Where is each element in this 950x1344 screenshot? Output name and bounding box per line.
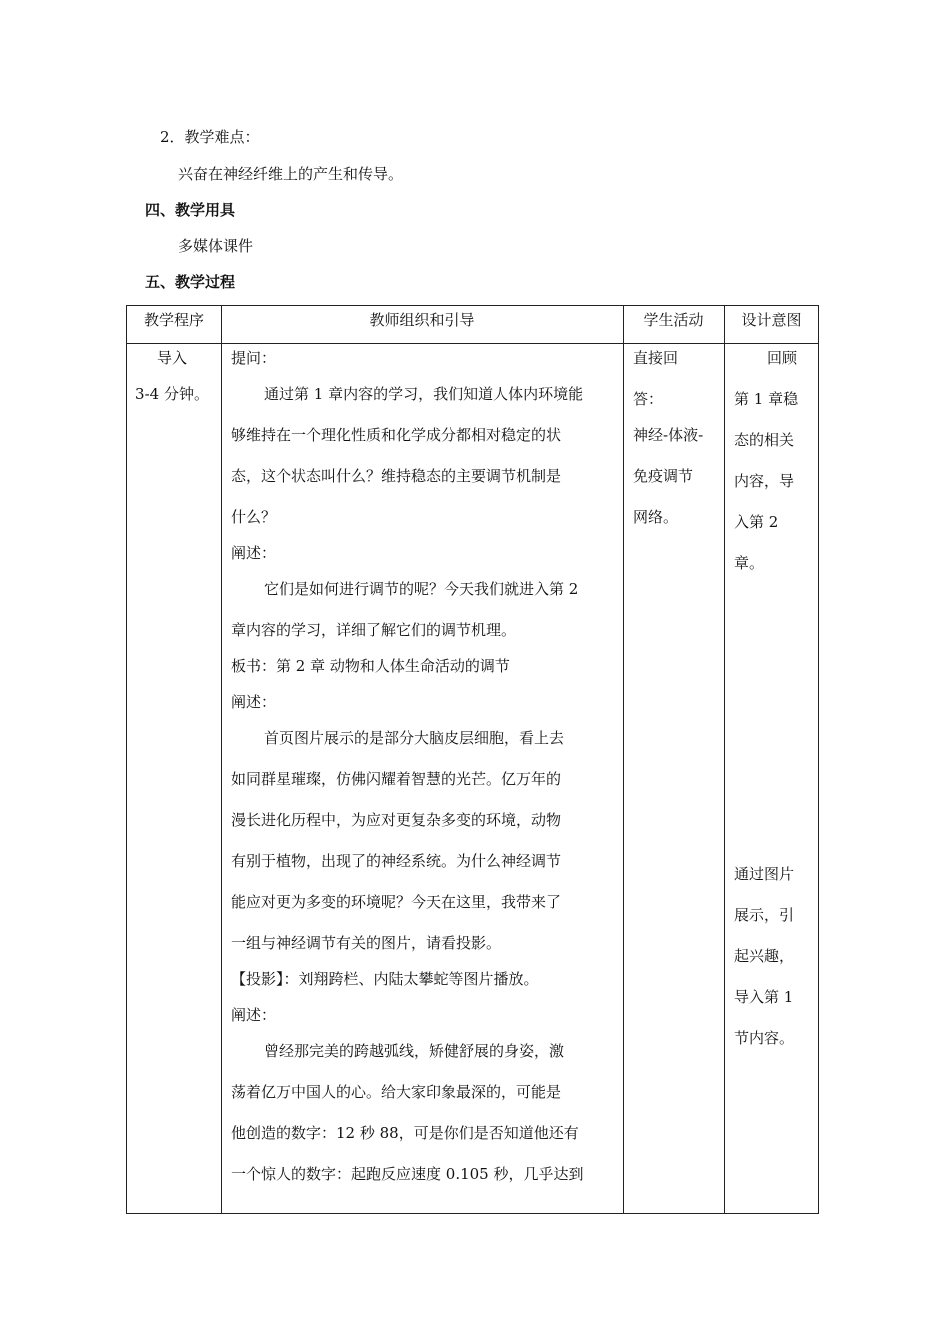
intent-line: 入第 2 xyxy=(734,513,779,531)
intent-line: 起兴趣， xyxy=(734,947,795,965)
difficulty-text: 兴奋在神经纤维上的产生和传导。 xyxy=(178,165,404,183)
teacher-line: 一组与神经调节有关的图片，请看投影。 xyxy=(231,934,502,952)
teacher-line: 荡着亿万中国人的心。给大家印象最深的，可能是 xyxy=(231,1083,562,1101)
procedure-duration: 3-4 分钟。 xyxy=(135,385,209,403)
header-student: 学生活动 xyxy=(643,311,704,329)
teacher-line: 首页图片展示的是部分大脑皮层细胞，看上去 xyxy=(264,729,565,747)
teacher-line: 漫长进化历程中，为应对更复杂多变的环境，动物 xyxy=(231,811,562,829)
intent-line: 态的相关 xyxy=(734,431,795,449)
teacher-line: 能应对更为多变的环境呢？今天在这里，我带来了 xyxy=(231,893,562,911)
procedure-step: 导入 xyxy=(156,349,187,367)
intent-line: 导入第 1 xyxy=(734,988,794,1006)
teacher-line: 曾经那完美的跨越弧线，矫健舒展的身姿，激 xyxy=(264,1042,565,1060)
header-procedure: 教学程序 xyxy=(143,311,204,329)
teacher-line: 提问： xyxy=(231,349,277,367)
teacher-line: 通过第 1 章内容的学习，我们知道人体内环境能 xyxy=(264,385,584,403)
teacher-line: 他创造的数字：12 秒 88，可是你们是否知道他还有 xyxy=(231,1124,579,1142)
header-teacher: 教师组织和引导 xyxy=(369,311,475,329)
intent-line: 内容，导 xyxy=(734,472,795,490)
intent-line: 第 1 章稳 xyxy=(734,390,799,408)
student-line: 直接回 xyxy=(633,349,679,367)
teacher-line: 阐述： xyxy=(231,1006,277,1024)
student-line: 神经-体液- xyxy=(633,426,704,444)
teacher-line: 有别于植物，出现了的神经系统。为什么神经调节 xyxy=(231,852,562,870)
intent-line: 节内容。 xyxy=(734,1029,795,1047)
teacher-line: 阐述： xyxy=(231,544,277,562)
teacher-line: 什么？ xyxy=(231,508,277,526)
student-line: 网络。 xyxy=(633,508,679,526)
teacher-line: 章内容的学习，详细了解它们的调节机理。 xyxy=(231,621,517,639)
intent-line: 展示，引 xyxy=(734,906,795,924)
lesson-process-table xyxy=(126,305,819,1214)
intent-line: 通过图片 xyxy=(734,865,795,883)
header-intent: 设计意图 xyxy=(741,311,802,329)
student-line: 答： xyxy=(633,390,664,408)
teacher-line: 【投影】：刘翔跨栏、内陆太攀蛇等图片播放。 xyxy=(231,970,539,988)
teacher-line: 它们是如何进行调节的呢？今天我们就进入第 2 xyxy=(264,580,579,598)
intent-line: 回顾 xyxy=(767,349,798,367)
intent-line: 章。 xyxy=(734,554,765,572)
teacher-line: 一个惊人的数字：起跑反应速度 0.105 秒，几乎达到 xyxy=(231,1165,584,1183)
teacher-line: 板书：第 2 章 动物和人体生命活动的调节 xyxy=(231,657,510,675)
teacher-line: 态，这个状态叫什么？维持稳态的主要调节机制是 xyxy=(231,467,562,485)
teacher-line: 够维持在一个理化性质和化学成分都相对稳定的状 xyxy=(231,426,562,444)
tools-text: 多媒体课件 xyxy=(178,237,254,255)
tools-heading: 四、教学用具 xyxy=(145,201,236,219)
teacher-line: 如同群星璀璨，仿佛闪耀着智慧的光芒。亿万年的 xyxy=(231,770,562,788)
teacher-line: 阐述： xyxy=(231,693,277,711)
student-line: 免疫调节 xyxy=(633,467,694,485)
process-heading: 五、教学过程 xyxy=(145,273,236,291)
difficulty-heading: 2．教学难点： xyxy=(160,128,260,146)
